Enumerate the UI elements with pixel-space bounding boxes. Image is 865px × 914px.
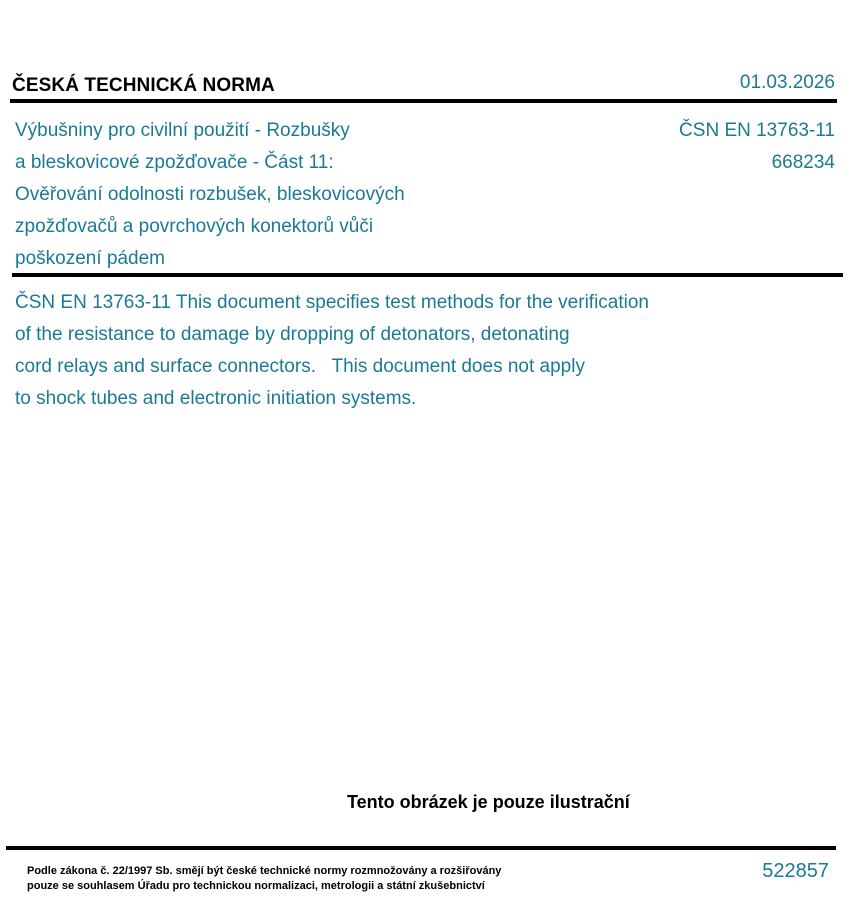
description-line: to shock tubes and electronic initiation systems. [15,388,417,409]
title-line: a bleskovicové zpožďovače - Část 11: [15,152,334,173]
legal-line: pouze se souhlasem Úřadu pro technickou normalizaci, metrologii a státní zkušebnictví [27,880,485,892]
legal-notice [27,864,501,894]
title-line: zpožďovačů a povrchových konektorů vůči [15,216,374,237]
catalog-number: 668234 [771,152,835,173]
standard-identifiers [679,115,835,179]
legal-line: Podle zákona č. 22/1997 Sb. smějí být české technické normy rozmnožovány a rozšiřovány [27,865,502,877]
standard-description [15,287,775,415]
standard-code: ČSN EN 13763-11 [679,120,835,141]
description-line: cord relays and surface connectors. This document does not apply [15,356,585,377]
title-divider [12,273,843,277]
standard-title [15,115,485,275]
header-divider [10,99,837,103]
footer-divider [6,846,836,850]
title-line: Ověřování odolnosti rozbušek, bleskovicových [15,184,405,205]
title-line: poškození pádem [15,248,165,269]
description-line: of the resistance to damage by dropping of detonators, detonating [15,324,570,345]
publication-date: 01.03.2026 [739,72,835,93]
document-type-heading: ČESKÁ TECHNICKÁ NORMA [12,75,275,96]
footer-number: 522857 [762,860,829,882]
title-line: Výbušniny pro civilní použití - Rozbušky [15,120,350,141]
description-line: ČSN EN 13763-11 This document specifies test methods for the verification [15,292,649,313]
illustration-note: Tento obrázek je pouze ilustrační [347,792,630,812]
